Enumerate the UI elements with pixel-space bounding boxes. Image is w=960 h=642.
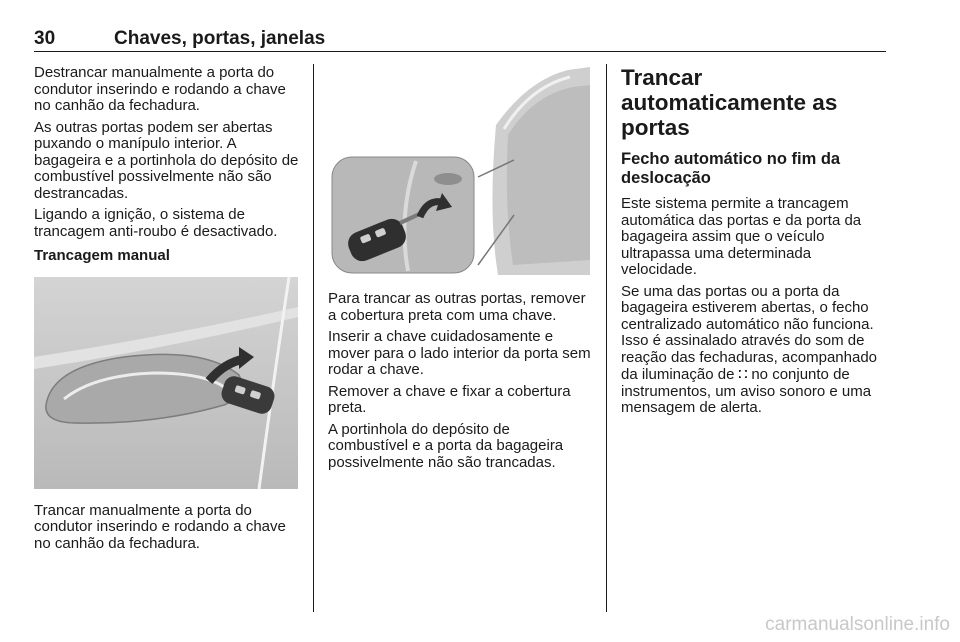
paragraph-text: Se uma das portas ou a porta da bagageira estiverem abertas, o fecho centralizado automático não funciona. Isso é assinalado através do som de reação das fechaduras, acompanhado da iluminação de — [621, 282, 878, 383]
paragraph: Este sistema permite a trancagem automática das portas e da porta da bagageira assim que o veículo ultrapassa uma determinada velocidade. — [621, 195, 862, 278]
page-header — [34, 28, 886, 50]
watermark: carmanualsonline.info — [765, 614, 950, 635]
door-handle-key-illustration — [34, 277, 298, 489]
paragraph: Trancar manualmente a porta do condutor inserindo e rodando a chave no canhão da fechadura. — [34, 501, 286, 552]
column-2 — [328, 65, 592, 476]
section-heading: Trancar automaticamente as portas — [621, 65, 838, 140]
column-3 — [621, 65, 887, 422]
paragraph: Para trancar as outras portas, remover a cobertura preta com uma chave. — [328, 290, 586, 324]
paragraph: Remover a chave e fixar a cobertura preta. — [328, 382, 571, 416]
header-rule — [34, 51, 886, 52]
paragraph: Inserir a chave cuidadosamente e mover para o lado interior da porta sem rodar a chave. — [328, 328, 591, 378]
section-subheading: Trancagem manual — [34, 247, 170, 264]
paragraph — [621, 284, 887, 417]
column-divider-1 — [313, 64, 314, 612]
page-number: 30 — [34, 28, 56, 49]
chapter-title: Chaves, portas, janelas — [114, 28, 326, 49]
column-divider-2 — [606, 64, 607, 612]
column-1 — [34, 65, 306, 557]
paragraph: Destrancar manualmente a porta do condutor inserindo e rodando a chave no canhão da fechadura. — [34, 64, 286, 114]
door-open-indicator-icon: ⛚ — [738, 367, 748, 381]
door-lock-cover-illustration — [328, 65, 590, 275]
section-subheading: Fecho automático no fim da deslocação — [621, 150, 841, 187]
paragraph: A portinhola do depósito de combustível e a porta da bagageira possivelmente não são trancadas. — [328, 420, 564, 471]
paragraph-text: no conjunto de instrumentos, um aviso sonoro e uma mensagem de alerta. — [621, 366, 872, 416]
paragraph: As outras portas podem ser abertas puxando o manípulo interior. A bagageira e a portinhola do depósito de combustível possivelmente não são destrancadas. — [34, 118, 299, 202]
paragraph: Ligando a ignição, o sistema de trancagem anti-roubo é desactivado. — [34, 206, 278, 240]
